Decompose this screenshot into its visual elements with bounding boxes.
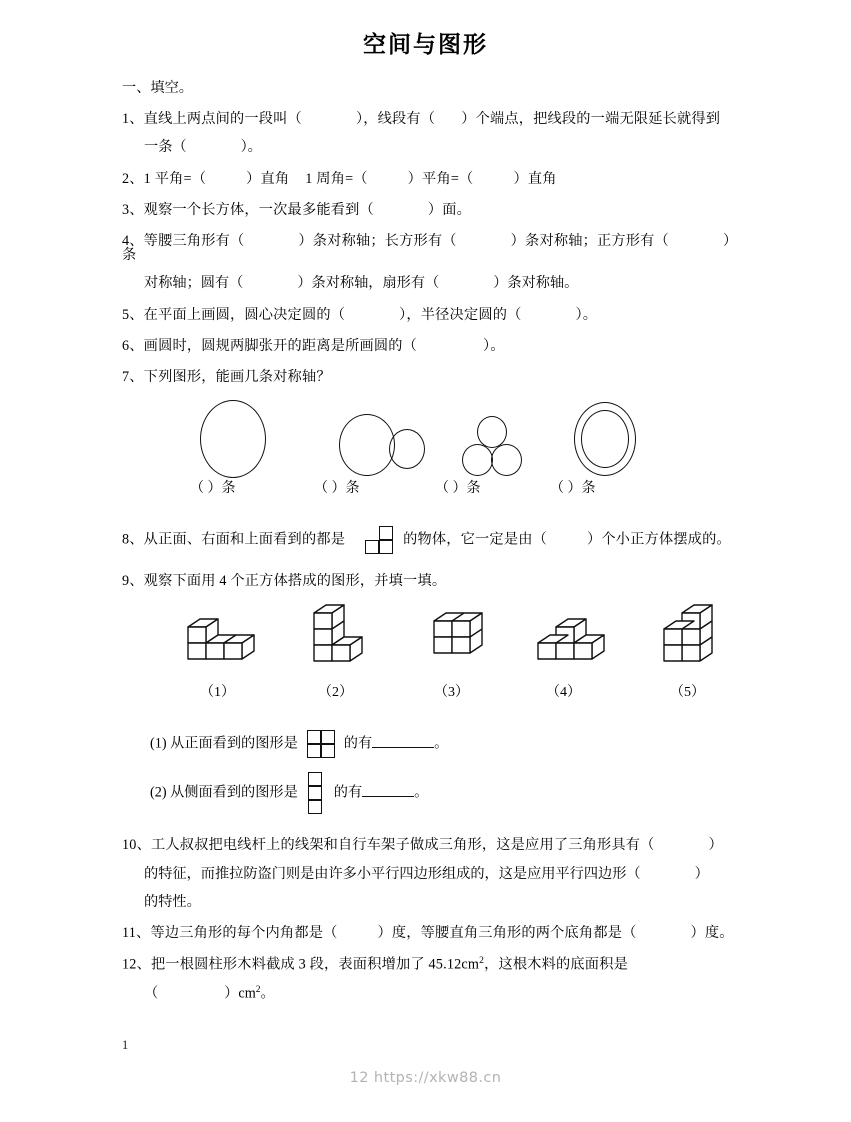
q9-sub1-text-c: 。 — [434, 735, 449, 752]
q4-text-e: 对称轴；圆有（ — [144, 275, 244, 292]
q4-text-d: ）条 — [122, 233, 738, 264]
q11-text-b: ）度，等腰直角三角形的两个底角都是（ — [377, 925, 637, 942]
q7-text: 7、下列图形，能画几条对称轴？ — [122, 369, 331, 386]
question-1 — [122, 112, 746, 126]
question-3 — [122, 203, 746, 217]
figure-cube-1 — [184, 613, 276, 672]
q7-answer-1: （ ）条 — [190, 481, 236, 497]
q1-text-b: ），线段有（ — [355, 111, 436, 128]
q1-text-e: ）。 — [240, 139, 262, 156]
q11-text-a: 11、等边三角形的每个内角都是（ — [122, 925, 338, 942]
q5-text-a: 5、在平面上画圆，圆心决定圆的（ — [122, 306, 346, 323]
q6-text-b: ）。 — [483, 337, 505, 354]
q12-text-e: 。 — [260, 985, 275, 1002]
vertical-three-grid-icon — [308, 772, 322, 814]
q9-text: 9、观察下面用 4 个正方体搭成的图形，并填一填。 — [122, 573, 447, 590]
q10-text-d: ） — [694, 865, 709, 882]
q3-text-b: ）面。 — [427, 201, 472, 218]
q2-text-c: 1 周角=（ — [305, 170, 368, 187]
cube-figure-5-svg — [658, 599, 734, 669]
figure-single-large-circle — [200, 400, 266, 478]
question-2 — [122, 172, 746, 186]
section-heading: 一、填空。 — [122, 80, 193, 96]
q9-figure-label-3: （3） — [434, 685, 469, 701]
q4-text-b: ）条对称轴；长方形有（ — [298, 233, 457, 250]
q9-sub1-text-b: 的有 — [343, 735, 373, 752]
q7-answer-4: （ ）条 — [550, 481, 596, 497]
q1-text-c: ）个端点，把线段的一端无限延长就得到 — [461, 111, 721, 128]
question-7-answer-labels — [122, 482, 746, 504]
q12-superscript-1: 2 — [479, 956, 485, 967]
q1-text-d: 一条（ — [144, 139, 187, 156]
question-10-line3 — [122, 895, 746, 909]
q8-text-a: 8、从正面、右面和上面看到的都是 — [122, 531, 346, 548]
q9-figure-label-2: （2） — [318, 685, 353, 701]
q9-sub2-text-a: (2) 从侧面看到的图形是 — [150, 784, 298, 801]
question-4-line2 — [122, 276, 746, 290]
q10-text-a: 10、工人叔叔把电线杆上的线架和自行车架子做成三角形，这是应用了三角形具有（ — [122, 837, 655, 854]
figure-cube-5 — [658, 599, 734, 672]
q10-text-b: ） — [708, 837, 723, 854]
figure-cube-2 — [308, 603, 384, 672]
question-9-sub-1 — [122, 730, 746, 758]
q2-text-a: 2、1 平角=（ — [122, 170, 207, 187]
q4-text-f: ）条对称轴，扇形有（ — [297, 275, 440, 292]
cube-figure-4-svg — [534, 613, 626, 669]
figure-cube-3 — [428, 607, 504, 670]
q10-text-c: 的特征，而推拉防盗门则是由许多小平行四边形组成的，这是应用平行四边形（ — [144, 865, 641, 882]
q7-answer-2: （ ）条 — [314, 481, 360, 497]
q9-sub2-text-c: 。 — [414, 784, 429, 801]
q12-superscript-2: 2 — [255, 985, 261, 996]
question-9-prompt — [122, 574, 746, 588]
cube-figure-3-svg — [428, 607, 504, 667]
question-11 — [122, 926, 746, 940]
q5-text-c: ）。 — [575, 306, 598, 323]
q9-figure-label-1: （1） — [200, 685, 235, 701]
q9-sub2-answer-blank[interactable] — [362, 784, 414, 797]
q1-text-a: 1、直线上两点间的一段叫（ — [122, 111, 302, 128]
worksheet-body — [0, 81, 851, 1001]
q10-text-e: 的特性。 — [144, 893, 201, 910]
q9-sub2-text-b: 的有 — [333, 784, 363, 801]
q6-text-a: 6、画圆时，圆规两脚张开的距离是所画圆的（ — [122, 337, 418, 354]
question-9-figure-labels — [122, 686, 746, 708]
page-number: 1 — [122, 1038, 129, 1052]
question-9-figures — [122, 600, 746, 680]
cube-figure-1-svg — [184, 613, 276, 669]
cube-figure-2-svg — [308, 603, 384, 669]
two-by-two-grid-missing-top-left-icon — [365, 526, 393, 554]
q5-text-b: ），半径决定圆的（ — [399, 306, 522, 323]
q2-text-d: ）平角=（ — [407, 170, 474, 187]
q11-text-c: ）度。 — [690, 925, 734, 942]
q8-text-c: ）个小正方体摆成的。 — [587, 531, 731, 548]
q3-text-a: 3、观察一个长方体，一次最多能看到（ — [122, 201, 374, 218]
q12-text-a: 12、把一根圆柱形木料截成 3 段，表面积增加了 45.12cm — [122, 956, 480, 973]
watermark: 12 https://xkw88.cn — [349, 1070, 502, 1086]
q2-text-b: ）直角 — [246, 170, 290, 187]
question-8 — [122, 526, 746, 554]
q12-text-d: ）cm — [224, 985, 256, 1002]
page-title: 空间与图形 — [363, 32, 488, 58]
figure-two-circles-large-small — [339, 414, 425, 476]
two-by-two-grid-icon — [307, 730, 335, 758]
q4-text-g: ）条对称轴。 — [493, 275, 579, 292]
q9-sub1-answer-blank[interactable] — [372, 735, 434, 748]
q9-figure-label-4: （4） — [546, 685, 581, 701]
question-12-line2 — [122, 986, 746, 1001]
question-1-line2 — [122, 140, 746, 154]
question-5 — [122, 308, 746, 322]
question-12 — [122, 957, 746, 972]
q12-text-c: （ — [144, 985, 159, 1002]
figure-three-tangent-circles — [462, 416, 522, 476]
question-4 — [122, 234, 746, 262]
question-10 — [122, 838, 746, 852]
q4-text-c: ）条对称轴；正方形有（ — [510, 233, 669, 250]
q8-text-b: 的物体，它一定是由（ — [403, 531, 547, 548]
figure-concentric-circles — [574, 402, 636, 476]
q4-text-a: 4、等腰三角形有（ — [122, 233, 245, 250]
question-7-figures — [122, 400, 746, 478]
q9-sub1-text-a: (1) 从正面看到的图形是 — [150, 735, 298, 752]
question-6 — [122, 339, 746, 353]
question-10-line2 — [122, 867, 746, 881]
q12-text-b: ，这根木料的底面积是 — [484, 956, 628, 973]
q2-text-e: ）直角 — [513, 170, 557, 187]
q9-figure-label-5: （5） — [670, 685, 705, 701]
question-9-sub-2 — [122, 772, 746, 814]
question-7-prompt — [122, 370, 746, 384]
figure-cube-4 — [534, 613, 626, 672]
q7-answer-3: （ ）条 — [435, 481, 481, 497]
